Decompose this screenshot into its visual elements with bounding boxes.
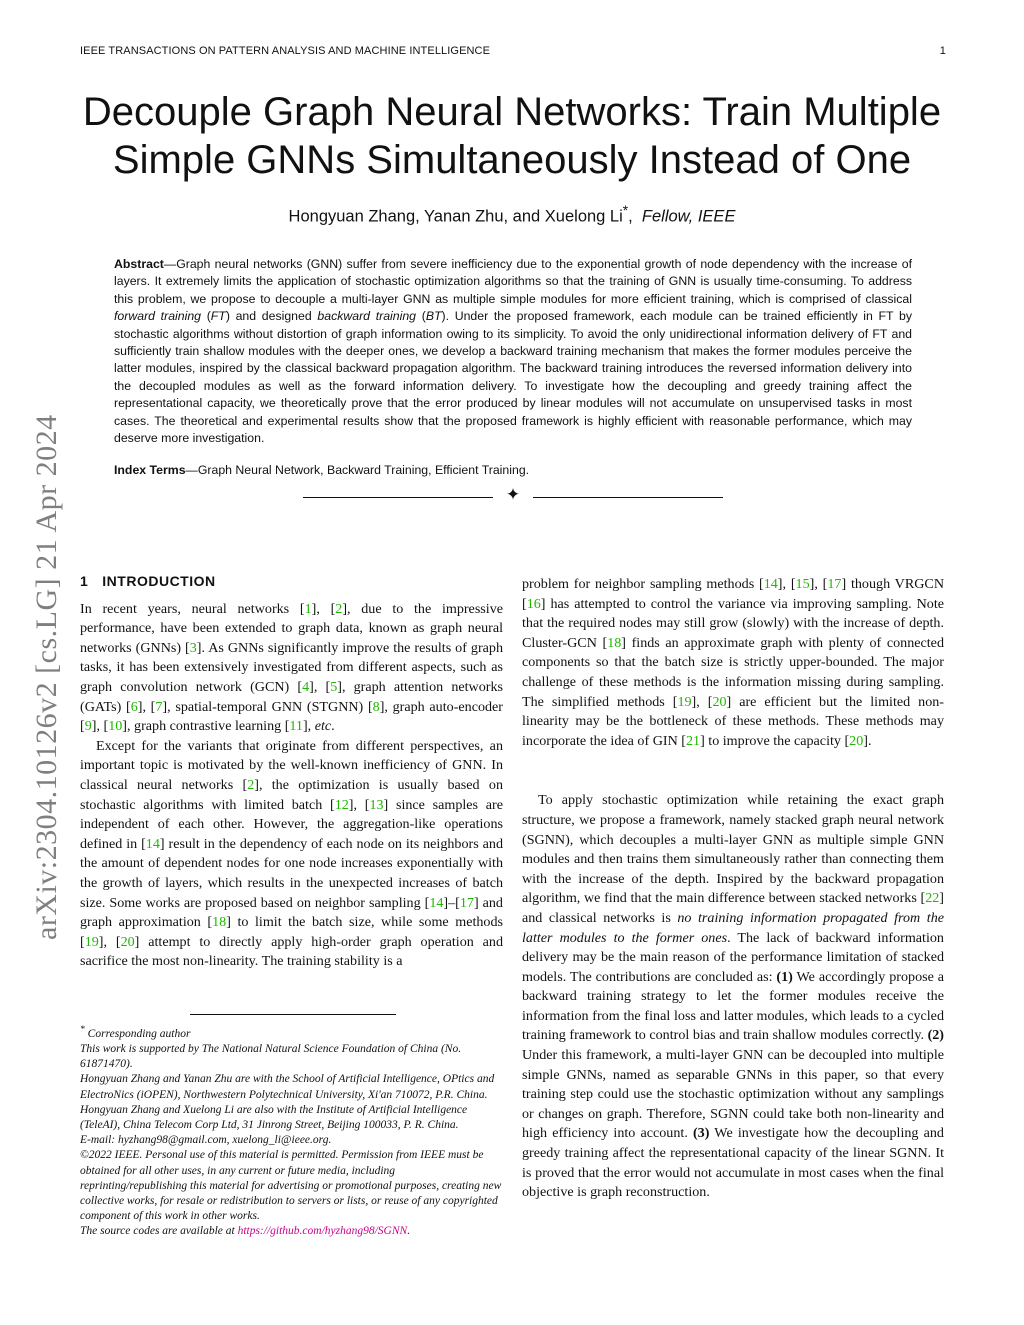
emphasis-text: no training information propagated from the latter modules to the former ones xyxy=(522,909,944,946)
citation-link[interactable]: 7 xyxy=(155,698,163,715)
citation-link[interactable]: 2 xyxy=(247,776,255,793)
text: . The lack of backward information delivery may be the main reason of the performance limitation of stacked models. The contributions are concluded as: xyxy=(522,929,944,985)
citation-link[interactable]: 9 xyxy=(84,718,92,735)
text: We investigate how the decoupling and greedy training affect the representational capacity of the linear SGNN. It is proved that the error would not accumulate in most cases when the final objective is graph reconstruction. xyxy=(522,1125,944,1201)
fellow-title: Fellow, IEEE xyxy=(641,207,736,226)
text: ] and graph approximation [ xyxy=(80,894,503,931)
text: Under this framework, a multi-layer GNN can be decoupled into multiple simple GNNs, named as separable GNNs in this paper, so that every training step could use the stochastic optimization without any samplings or changes on graph. Therefore, SGNN could take both non-linearity and high efficiency into account. xyxy=(522,1047,944,1142)
citation-link[interactable]: 21 xyxy=(685,732,701,749)
text: . xyxy=(331,718,335,735)
intro-paragraph-4 xyxy=(522,791,944,1202)
author-separator: , xyxy=(628,207,633,226)
text: ]. xyxy=(863,732,872,749)
text: ], [ xyxy=(137,698,156,715)
divider-star-icon: ✦ xyxy=(505,485,521,504)
abstract-text: ) and designed xyxy=(225,309,318,324)
paper-title xyxy=(60,88,964,184)
text: ]. As GNNs significantly improve the results of graph tasks, it has been extensively investigated from different aspects, such as graph convolution network (GCN) [ xyxy=(80,639,503,695)
section-divider xyxy=(303,485,723,508)
abstract-text: —Graph neural networks (GNN) suffer from severe inefficiency due to the exponential growth of node dependency with the increase of layers. It extremely limits the application of stochastic optimization algorithms so that the training of GNN is usually time-consuming. To address this problem, we propose to decouple a multi-layer GNN as multiple simple modules for more efficient training, which is comprised of classical xyxy=(114,257,912,306)
text: ] to limit the batch size, while some methods [ xyxy=(80,914,503,950)
citation-link[interactable]: 19 xyxy=(677,693,692,710)
footnote-affiliation: Hongyuan Zhang and Yanan Zhu are with the School of Artificial Intelligence, OPtics and ElectroNics (iOPEN), Northwestern Polytechnical University, Xi'an 710072, P.R. China. Hongyuan Zhang and Xuelong Li are also with the Institute of Artificial Intelligence (TeleAI), China Telecom Corp Ltd, 31 Jinrong Street, Beijing 100033, P. R. China. xyxy=(80,1073,495,1132)
text: ], [ xyxy=(91,718,109,735)
citation-link[interactable]: 14 xyxy=(763,576,778,592)
citation-link[interactable]: 18 xyxy=(607,634,622,651)
footnote-corresponding xyxy=(80,1022,503,1042)
intro-paragraph-1 xyxy=(80,600,503,737)
text: ], [ xyxy=(809,576,828,592)
text: ], due to the impressive performance, have been extended to graph data, known as graph neural networks (GNNs) [ xyxy=(80,600,504,656)
text: ] are efficient but the limited non-linearity may be the bottleneck of these methods. These methods may incorporate the idea of GIN [ xyxy=(522,693,944,749)
text: ] to improve the capacity [ xyxy=(700,732,850,749)
citation-link[interactable]: 13 xyxy=(369,796,384,813)
abstract-text: ( xyxy=(201,309,211,324)
citation-link[interactable]: 15 xyxy=(795,576,810,592)
text: ], [ xyxy=(348,796,370,813)
text: To apply stochastic optimization while retaining the exact graph structure, we propose a framework, namely stacked graph neural network (SGNN), which decouples a multi-layer GNN as multiple simple GNN modules and then trains them simultaneously rather than connecting them with the increase of the depth. Inspired by the backward propagation algorithm, we find that the main difference between stacked networks [ xyxy=(522,792,944,907)
text: problem for neighbor sampling methods [ xyxy=(522,576,764,592)
citation-link[interactable]: 16 xyxy=(526,595,541,612)
citation-link[interactable]: 10 xyxy=(108,718,123,735)
divider-rule-left xyxy=(303,497,493,498)
text: ], graph auto-encoder [ xyxy=(80,698,503,735)
text: In recent years, neural networks [ xyxy=(80,600,305,617)
contribution-number: (1) xyxy=(776,968,793,985)
footnote-text: . xyxy=(407,1225,411,1238)
citation-link[interactable]: 2 xyxy=(335,600,343,617)
text: ], [ xyxy=(777,576,796,592)
journal-name: IEEE TRANSACTIONS ON PATTERN ANALYSIS AND MACHINE INTELLIGENCE xyxy=(80,45,491,57)
citation-link[interactable]: 17 xyxy=(459,894,474,911)
citation-link[interactable]: 14 xyxy=(429,894,444,911)
text: ] though VRGCN [ xyxy=(522,576,945,612)
text-etc: etc xyxy=(314,718,332,735)
contribution-number: (2) xyxy=(927,1027,944,1044)
citation-link[interactable]: 4 xyxy=(302,678,310,695)
section-heading xyxy=(80,572,503,592)
contribution-number: (3) xyxy=(692,1125,710,1142)
footnotes xyxy=(80,1022,503,1240)
title-line-1: Decouple Graph Neural Networks: Train Multiple xyxy=(82,90,942,134)
text: ], [ xyxy=(691,693,713,710)
text: We accordingly propose a backward training strategy to let the former modules receive the information from the final loss and latter modules, which leads to a cycled training framework to control bias and train shallow modules correctly. xyxy=(522,968,945,1044)
text: ], [ xyxy=(309,678,331,695)
text: ], [ xyxy=(98,933,121,950)
footnote-funding: This work is supported by The National Natural Science Foundation of China (No. 61871470). xyxy=(80,1043,462,1071)
citation-link[interactable]: 8 xyxy=(372,698,380,715)
citation-link[interactable]: 1 xyxy=(304,600,312,617)
citation-link[interactable]: 6 xyxy=(130,698,138,715)
term-ft: FT xyxy=(210,309,226,324)
text: ] finds an approximate graph with plenty of connected components so that the batch size is strictly upper-bounded. The major challenge of these methods is the information missing during sampling. The simplified methods [ xyxy=(522,634,944,710)
text: ] result in the dependency of each node on its neighbors and the amount of dependent nodes for one node increases exponentially with the growth of layers, which results in the unexpected increases of batch size. Some works are proposed based on neighbor sampling [ xyxy=(80,835,503,911)
abstract-text: ( xyxy=(416,309,426,324)
term-forward-training: forward training xyxy=(114,309,202,324)
term-backward-training: backward training xyxy=(317,309,417,324)
code-url-link[interactable]: https://github.com/hyzhang98/SGNN xyxy=(237,1225,408,1238)
abstract-text: ). Under the proposed framework, each module can be trained efficiently in FT by stochastic algorithms without distortion of graph information owing to its simplicity. To avoid the only unidirectional information delivery of FT and sufficiently train shallow modules with the deeper ones, we develop a backward training mechanism that makes the former modules perceive the latter modules, inspired by the classical backward propagation algorithm. The backward training introduces the reversed information delivery into the decoupled modules as well as the forward information delivery. To investigate how the decoupling and greedy training affect the representational capacity, we theoretically prove that the error produced by linear modules will not accumulate on unsupervised tasks in most cases. The theoretical and experimental results show that the proposed framework is highly efficient with reasonable performance, which may deserve more investigation. xyxy=(114,309,912,446)
footnote-rule xyxy=(190,1014,396,1015)
text: ] attempt to directly apply high-order graph operation and sacrifice the most non-linearity. The training stability is a xyxy=(80,933,503,970)
citation-link[interactable]: 22 xyxy=(925,890,940,907)
text: Except for the variants that originate from different perspectives, an important topic is motivated by the well-known inefficiency of GNN. In classical neural networks [ xyxy=(80,737,503,793)
text: ], the optimization is usually based on stochastic algorithms with limited batch [ xyxy=(80,776,503,813)
intro-paragraph-3 xyxy=(522,575,944,751)
text: ] has attempted to control the variance via improving sampling. Note that the required nodes may still grow (slowly) with the increase of depth. Cluster-GCN [ xyxy=(522,595,944,651)
footnote-email: E-mail: hyzhang98@gmail.com, xuelong_li@ieee.org. xyxy=(80,1134,332,1147)
footnote-star: * xyxy=(80,1024,85,1035)
index-terms-text: —Graph Neural Network, Backward Training, Efficient Training. xyxy=(185,463,530,477)
citation-link[interactable]: 17 xyxy=(827,576,842,592)
author-line xyxy=(60,203,964,227)
abstract xyxy=(114,256,912,447)
text: ], spatial-temporal GNN (STGNN) [ xyxy=(162,698,373,715)
corresponding-mark: * xyxy=(622,203,629,218)
index-terms xyxy=(114,463,912,477)
citation-link[interactable]: 14 xyxy=(145,835,160,852)
citation-link[interactable]: 20 xyxy=(849,732,864,749)
text: ] and classical networks is xyxy=(522,890,944,926)
left-column xyxy=(80,572,503,972)
citation-link[interactable]: 20 xyxy=(712,693,727,710)
abstract-label: Abstract xyxy=(114,257,164,271)
running-head xyxy=(80,45,946,57)
text: ], graph attention networks (GATs) [ xyxy=(80,678,504,715)
text: ], [ xyxy=(311,600,336,617)
citation-link[interactable]: 20 xyxy=(120,933,135,950)
right-column xyxy=(522,575,944,1203)
footnote-text: The source codes are available at xyxy=(80,1225,238,1238)
text: ] since samples are independent of each other. However, the aggregation-like operations defined in [ xyxy=(80,796,503,852)
citation-link[interactable]: 12 xyxy=(334,796,349,813)
citation-link[interactable]: 11 xyxy=(289,718,303,735)
title-line-2: Simple GNNs Simultaneously Instead of One xyxy=(112,138,912,182)
section-number: 1 xyxy=(80,573,89,589)
footnote-code xyxy=(80,1224,503,1239)
citation-link[interactable]: 19 xyxy=(84,933,99,950)
author-names: Hongyuan Zhang, Yanan Zhu, and Xuelong Li xyxy=(288,207,623,226)
arxiv-identifier: arXiv:2304.10126v2 [cs.LG] 21 Apr 2024 xyxy=(30,414,63,940)
divider-rule-right xyxy=(533,497,723,498)
citation-link[interactable]: 5 xyxy=(330,678,338,695)
term-bt: BT xyxy=(425,309,442,324)
footnote-copyright: ©2022 IEEE. Personal use of this material is permitted. Permission from IEEE must be obtained for all other uses, in any current or future media, including reprinting/republishing this material for advertising or promotional purposes, creating new collective works, for resale or redistribution to servers or lists, or reuse of any copyrighted component of this work in other works. xyxy=(80,1149,502,1223)
page-number: 1 xyxy=(939,45,946,57)
section-title: INTRODUCTION xyxy=(102,573,216,589)
index-terms-label: Index Terms xyxy=(114,463,186,477)
text: ], graph contrastive learning [ xyxy=(122,718,290,735)
intro-paragraph-2 xyxy=(80,737,503,972)
text: ], xyxy=(302,718,315,735)
citation-link[interactable]: 18 xyxy=(212,914,227,931)
footnote-text: Corresponding author xyxy=(84,1027,191,1040)
text: ]–[ xyxy=(443,894,460,911)
citation-link[interactable]: 3 xyxy=(189,639,197,656)
